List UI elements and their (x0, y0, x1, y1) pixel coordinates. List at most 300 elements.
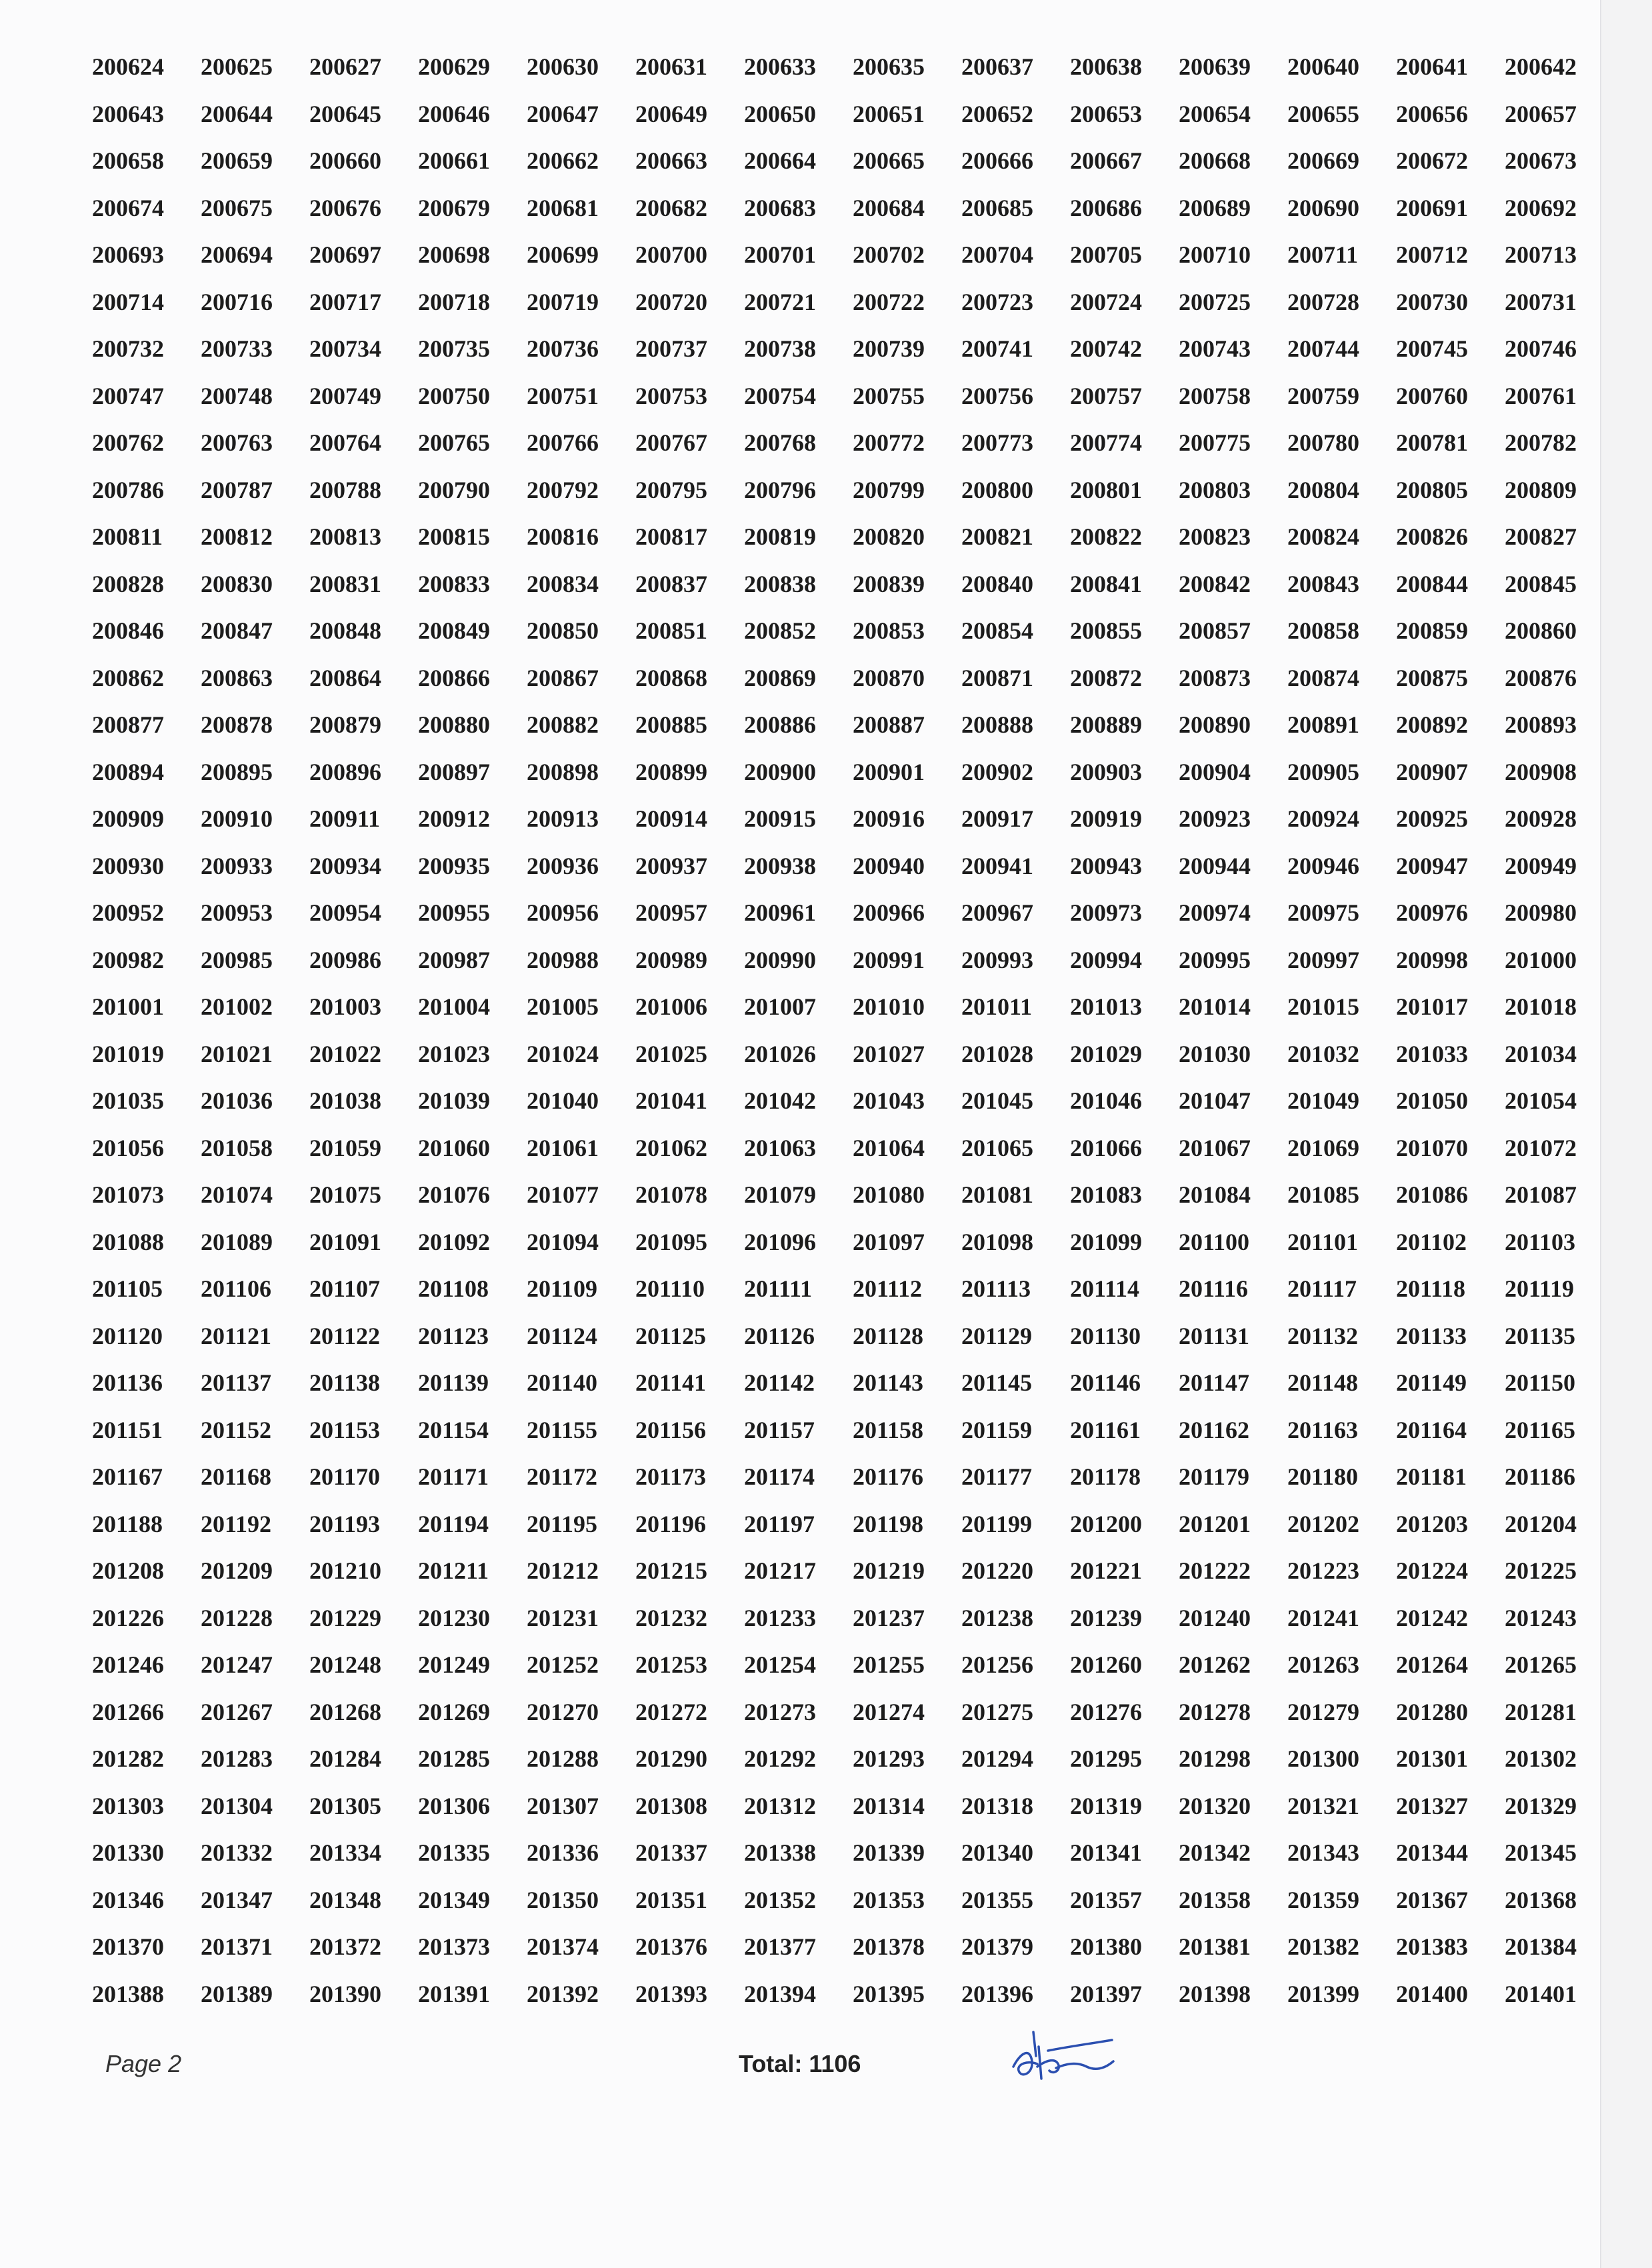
roll-number: 201174 (744, 1463, 815, 1490)
roll-number: 201237 (853, 1604, 925, 1631)
roll-number: 201233 (744, 1604, 816, 1631)
roll-number: 200863 (201, 664, 273, 691)
roll-number: 201394 (744, 1980, 816, 2007)
roll-number: 200813 (309, 523, 381, 550)
roll-number: 201373 (418, 1933, 490, 1960)
roll-number: 200799 (853, 476, 925, 503)
number-row (92, 513, 1600, 561)
roll-number: 201121 (201, 1322, 272, 1349)
roll-number: 200732 (92, 335, 164, 362)
roll-number: 201054 (1505, 1087, 1577, 1114)
roll-number: 200975 (1287, 899, 1359, 926)
roll-number: 201332 (201, 1839, 273, 1866)
roll-number: 201381 (1179, 1933, 1251, 1960)
roll-number: 200649 (635, 100, 707, 127)
roll-number: 200899 (635, 758, 707, 785)
roll-number: 201088 (92, 1228, 164, 1255)
roll-number: 201222 (1179, 1557, 1251, 1584)
total-value: 1106 (809, 2050, 861, 2077)
roll-number: 201285 (418, 1745, 490, 1772)
roll-number: 200913 (527, 805, 599, 832)
roll-number: 200919 (1070, 805, 1142, 832)
roll-number: 201077 (527, 1181, 599, 1208)
roll-number: 201290 (635, 1745, 707, 1772)
roll-number: 201061 (527, 1134, 599, 1161)
roll-number: 201293 (853, 1745, 925, 1772)
roll-number: 200847 (201, 617, 273, 644)
roll-number: 201018 (1505, 993, 1577, 1020)
roll-number: 200949 (1505, 852, 1577, 879)
roll-number: 201345 (1505, 1839, 1577, 1866)
number-row (92, 279, 1600, 326)
roll-number: 201229 (309, 1604, 381, 1631)
roll-number: 200736 (527, 335, 599, 362)
roll-number: 201200 (1070, 1510, 1142, 1537)
roll-number: 200866 (418, 664, 490, 691)
roll-number: 201377 (744, 1933, 816, 1960)
roll-number: 201063 (744, 1134, 816, 1161)
roll-number: 200650 (744, 100, 816, 127)
roll-number: 200788 (309, 476, 381, 503)
roll-number: 200739 (853, 335, 925, 362)
roll-number: 201108 (418, 1275, 489, 1302)
roll-number: 201401 (1505, 1980, 1577, 2007)
roll-number: 201146 (1070, 1369, 1141, 1396)
roll-number: 201147 (1179, 1369, 1250, 1396)
roll-number: 200842 (1179, 570, 1251, 597)
roll-number: 200633 (744, 53, 816, 80)
roll-number: 200728 (1287, 288, 1359, 315)
number-row (92, 231, 1600, 279)
roll-number: 201112 (853, 1275, 923, 1302)
roll-number: 201070 (1396, 1134, 1468, 1161)
roll-number: 201122 (309, 1322, 381, 1349)
roll-number: 201188 (92, 1510, 163, 1537)
roll-number: 200742 (1070, 335, 1142, 362)
roll-number: 201357 (1070, 1886, 1142, 1913)
roll-number: 200640 (1287, 53, 1359, 80)
roll-number: 201023 (418, 1040, 490, 1067)
roll-number: 201152 (201, 1416, 272, 1443)
roll-number: 201081 (961, 1181, 1033, 1208)
number-row (92, 843, 1600, 890)
roll-number: 201288 (527, 1745, 599, 1772)
roll-number: 201050 (1396, 1087, 1468, 1114)
roll-number: 200639 (1179, 53, 1251, 80)
roll-number: 200879 (309, 711, 381, 738)
roll-number: 201005 (527, 993, 599, 1020)
number-row (92, 889, 1600, 937)
roll-number: 201380 (1070, 1933, 1142, 1960)
roll-number: 200763 (201, 429, 273, 456)
roll-number: 200821 (961, 523, 1033, 550)
roll-number: 201209 (201, 1557, 273, 1584)
roll-number: 201158 (853, 1416, 924, 1443)
roll-number-grid (92, 43, 1600, 2017)
roll-number: 200754 (744, 382, 816, 409)
roll-number: 200804 (1287, 476, 1359, 503)
number-row (92, 983, 1600, 1031)
roll-number: 201376 (635, 1933, 707, 1960)
roll-number: 201374 (527, 1933, 599, 1960)
roll-number: 200904 (1179, 758, 1251, 785)
roll-number: 200855 (1070, 617, 1142, 644)
roll-number: 201060 (418, 1134, 490, 1161)
roll-number: 201278 (1179, 1698, 1251, 1725)
roll-number: 200713 (1505, 241, 1577, 268)
roll-number: 201137 (201, 1369, 272, 1396)
roll-number: 201225 (1505, 1557, 1577, 1584)
roll-number: 201119 (1505, 1275, 1575, 1302)
roll-number: 201117 (1287, 1275, 1357, 1302)
number-row (92, 1359, 1600, 1407)
number-row (92, 1689, 1600, 1736)
roll-number: 201092 (418, 1228, 490, 1255)
roll-number: 200746 (1505, 335, 1577, 362)
roll-number: 201330 (92, 1839, 164, 1866)
roll-number: 201193 (309, 1510, 381, 1537)
roll-number: 201337 (635, 1839, 707, 1866)
roll-number: 201142 (744, 1369, 815, 1396)
roll-number: 200944 (1179, 852, 1251, 879)
roll-number: 200823 (1179, 523, 1251, 550)
roll-number: 201392 (527, 1980, 599, 2007)
roll-number: 201219 (853, 1557, 925, 1584)
roll-number: 200980 (1505, 899, 1577, 926)
roll-number: 201165 (1505, 1416, 1576, 1443)
roll-number: 201243 (1505, 1604, 1577, 1631)
roll-number: 201319 (1070, 1792, 1142, 1819)
roll-number: 201279 (1287, 1698, 1359, 1725)
number-row (92, 185, 1600, 232)
roll-number: 200824 (1287, 523, 1359, 550)
roll-number: 201204 (1505, 1510, 1577, 1537)
roll-number: 201150 (1505, 1369, 1576, 1396)
number-row (92, 1547, 1600, 1595)
roll-number: 201138 (309, 1369, 381, 1396)
roll-number: 200891 (1287, 711, 1359, 738)
roll-number: 200690 (1287, 194, 1359, 221)
roll-number: 200684 (853, 194, 925, 221)
roll-number: 201135 (1505, 1322, 1576, 1349)
roll-number: 200755 (853, 382, 925, 409)
roll-number: 200826 (1396, 523, 1468, 550)
roll-number: 201099 (1070, 1228, 1142, 1255)
roll-number: 201140 (527, 1369, 598, 1396)
number-row (92, 1595, 1600, 1642)
roll-number: 200774 (1070, 429, 1142, 456)
roll-number: 201116 (1179, 1275, 1249, 1302)
roll-number: 201399 (1287, 1980, 1359, 2007)
roll-number: 201372 (309, 1933, 381, 1960)
roll-number: 200638 (1070, 53, 1142, 80)
roll-number: 201075 (309, 1181, 381, 1208)
roll-number: 200699 (527, 241, 599, 268)
roll-number: 200862 (92, 664, 164, 691)
number-row (92, 655, 1600, 702)
roll-number: 200679 (418, 194, 490, 221)
roll-number: 200928 (1505, 805, 1577, 832)
roll-number: 201340 (961, 1839, 1033, 1866)
roll-number: 201284 (309, 1745, 381, 1772)
roll-number: 200691 (1396, 194, 1468, 221)
number-row (92, 1501, 1600, 1548)
roll-number: 200857 (1179, 617, 1251, 644)
roll-number: 200741 (961, 335, 1033, 362)
roll-number: 201352 (744, 1886, 816, 1913)
roll-number: 201089 (201, 1228, 273, 1255)
roll-number: 200701 (744, 241, 816, 268)
roll-number: 200994 (1070, 946, 1142, 973)
roll-number: 201132 (1287, 1322, 1359, 1349)
roll-number: 201353 (853, 1886, 925, 1913)
roll-number: 200885 (635, 711, 707, 738)
roll-number: 201201 (1179, 1510, 1251, 1537)
roll-number: 200712 (1396, 241, 1468, 268)
roll-number: 200987 (418, 946, 490, 973)
roll-number: 201302 (1505, 1745, 1577, 1772)
roll-number: 200748 (201, 382, 273, 409)
roll-number: 200853 (853, 617, 925, 644)
roll-number: 200907 (1396, 758, 1468, 785)
roll-number: 201268 (309, 1698, 381, 1725)
roll-number: 200820 (853, 523, 925, 550)
number-row (92, 1265, 1600, 1313)
roll-number: 200877 (92, 711, 164, 738)
roll-number: 201013 (1070, 993, 1142, 1020)
roll-number: 200766 (527, 429, 599, 456)
roll-number: 201368 (1505, 1886, 1577, 1913)
roll-number: 201021 (201, 1040, 273, 1067)
roll-number: 200737 (635, 335, 707, 362)
roll-number: 201382 (1287, 1933, 1359, 1960)
number-row (92, 1735, 1600, 1783)
roll-number: 201256 (961, 1651, 1033, 1678)
roll-number: 201335 (418, 1839, 490, 1866)
roll-number: 201348 (309, 1886, 381, 1913)
number-row (92, 325, 1600, 373)
roll-number: 201265 (1505, 1651, 1577, 1678)
roll-number: 201095 (635, 1228, 707, 1255)
roll-number: 200967 (961, 899, 1033, 926)
roll-number: 200795 (635, 476, 707, 503)
roll-number: 201065 (961, 1134, 1033, 1161)
roll-number: 201091 (309, 1228, 381, 1255)
roll-number: 200764 (309, 429, 381, 456)
roll-number: 200735 (418, 335, 490, 362)
roll-number: 201076 (418, 1181, 490, 1208)
roll-number: 201094 (527, 1228, 599, 1255)
roll-number: 201379 (961, 1933, 1033, 1960)
roll-number: 201370 (92, 1933, 164, 1960)
number-row (92, 1313, 1600, 1360)
roll-number: 200915 (744, 805, 816, 832)
roll-number: 200647 (527, 100, 599, 127)
roll-number: 200954 (309, 899, 381, 926)
roll-number: 200886 (744, 711, 816, 738)
signature-stroke (1048, 2040, 1112, 2051)
roll-number: 200765 (418, 429, 490, 456)
roll-number: 200827 (1505, 523, 1577, 550)
roll-number: 200889 (1070, 711, 1142, 738)
roll-number: 201192 (201, 1510, 272, 1537)
roll-number: 200743 (1179, 335, 1251, 362)
roll-number: 201109 (527, 1275, 598, 1302)
roll-number: 200998 (1396, 946, 1468, 973)
roll-number: 201221 (1070, 1557, 1142, 1584)
signature-stroke (1056, 2061, 1113, 2069)
roll-number: 201101 (1287, 1228, 1359, 1255)
roll-number: 201040 (527, 1087, 599, 1114)
roll-number: 201062 (635, 1134, 707, 1161)
roll-number: 200659 (201, 147, 273, 174)
roll-number: 200911 (309, 805, 381, 832)
roll-number: 201167 (92, 1463, 163, 1490)
roll-number: 200775 (1179, 429, 1251, 456)
signature-stroke (1039, 2047, 1041, 2079)
roll-number: 200721 (744, 288, 816, 315)
roll-number: 201334 (309, 1839, 381, 1866)
roll-number: 201238 (961, 1604, 1033, 1631)
roll-number: 201276 (1070, 1698, 1142, 1725)
roll-number: 200828 (92, 570, 164, 597)
roll-number: 200882 (527, 711, 599, 738)
roll-number: 200966 (853, 899, 925, 926)
roll-number: 200773 (961, 429, 1033, 456)
roll-number: 201111 (744, 1275, 813, 1302)
roll-number: 201263 (1287, 1651, 1359, 1678)
roll-number: 201141 (635, 1369, 707, 1396)
roll-number: 201283 (201, 1745, 273, 1772)
roll-number: 201338 (744, 1839, 816, 1866)
roll-number: 200849 (418, 617, 490, 644)
roll-number: 201260 (1070, 1651, 1142, 1678)
roll-number: 201080 (853, 1181, 925, 1208)
roll-number: 200868 (635, 664, 707, 691)
roll-number: 200897 (418, 758, 490, 785)
total-label: Total: (739, 2050, 803, 2077)
roll-number: 200936 (527, 852, 599, 879)
roll-number: 200646 (418, 100, 490, 127)
roll-number: 201045 (961, 1087, 1033, 1114)
roll-number: 200666 (961, 147, 1033, 174)
roll-number: 201064 (853, 1134, 925, 1161)
roll-number: 200780 (1287, 429, 1359, 456)
roll-number: 200957 (635, 899, 707, 926)
roll-number: 201058 (201, 1134, 273, 1161)
roll-number: 200692 (1505, 194, 1577, 221)
roll-number: 200641 (1396, 53, 1468, 80)
roll-number: 200710 (1179, 241, 1251, 268)
roll-number: 201393 (635, 1980, 707, 2007)
roll-number: 201240 (1179, 1604, 1251, 1631)
roll-number: 200993 (961, 946, 1033, 973)
roll-number: 201343 (1287, 1839, 1359, 1866)
roll-number: 201292 (744, 1745, 816, 1772)
roll-number: 200702 (853, 241, 925, 268)
roll-number: 201011 (961, 993, 1033, 1020)
roll-number: 200831 (309, 570, 381, 597)
roll-number: 201006 (635, 993, 707, 1020)
roll-number: 201389 (201, 1980, 273, 2007)
roll-number: 200917 (961, 805, 1033, 832)
roll-number: 200731 (1505, 288, 1577, 315)
roll-number: 200854 (961, 617, 1033, 644)
roll-number: 201358 (1179, 1886, 1251, 1913)
roll-number: 200872 (1070, 664, 1142, 691)
roll-number: 200846 (92, 617, 164, 644)
roll-number: 201247 (201, 1651, 273, 1678)
roll-number: 201025 (635, 1040, 707, 1067)
roll-number: 200663 (635, 147, 707, 174)
roll-number: 201232 (635, 1604, 707, 1631)
roll-number: 200668 (1179, 147, 1251, 174)
roll-number: 201388 (92, 1980, 164, 2007)
roll-number: 200902 (961, 758, 1033, 785)
roll-number: 200757 (1070, 382, 1142, 409)
roll-number: 200930 (92, 852, 164, 879)
roll-number: 201270 (527, 1698, 599, 1725)
roll-number: 200905 (1287, 758, 1359, 785)
roll-number: 200995 (1179, 946, 1251, 973)
roll-number: 200923 (1179, 805, 1251, 832)
roll-number: 201308 (635, 1792, 707, 1819)
roll-number: 200652 (961, 100, 1033, 127)
roll-number: 201170 (309, 1463, 381, 1490)
roll-number: 200833 (418, 570, 490, 597)
roll-number: 201280 (1396, 1698, 1468, 1725)
roll-number: 200761 (1505, 382, 1577, 409)
roll-number: 201097 (853, 1228, 925, 1255)
roll-number: 201102 (1396, 1228, 1467, 1255)
roll-number: 200845 (1505, 570, 1577, 597)
roll-number: 200714 (92, 288, 164, 315)
roll-number: 200892 (1396, 711, 1468, 738)
roll-number: 201163 (1287, 1416, 1359, 1443)
roll-number: 201239 (1070, 1604, 1142, 1631)
roll-number: 200873 (1179, 664, 1251, 691)
roll-number: 200947 (1396, 852, 1468, 879)
number-row (92, 561, 1600, 608)
roll-number: 201098 (961, 1228, 1033, 1255)
roll-number: 200850 (527, 617, 599, 644)
roll-number: 200852 (744, 617, 816, 644)
roll-number: 200914 (635, 805, 707, 832)
roll-number: 200859 (1396, 617, 1468, 644)
roll-number: 201049 (1287, 1087, 1359, 1114)
roll-number: 201180 (1287, 1463, 1359, 1490)
roll-number: 200811 (92, 523, 163, 550)
roll-number: 201096 (744, 1228, 816, 1255)
roll-number: 200627 (309, 53, 381, 80)
roll-number: 201106 (201, 1275, 272, 1302)
roll-number: 201228 (201, 1604, 273, 1631)
roll-number: 201103 (1505, 1228, 1576, 1255)
roll-number: 201303 (92, 1792, 164, 1819)
number-row (92, 607, 1600, 655)
number-row (92, 137, 1600, 185)
roll-number: 200839 (853, 570, 925, 597)
roll-number: 201395 (853, 1980, 925, 2007)
roll-number: 200645 (309, 100, 381, 127)
roll-number: 200629 (418, 53, 490, 80)
roll-number: 200858 (1287, 617, 1359, 644)
roll-number: 200724 (1070, 288, 1142, 315)
roll-number: 201347 (201, 1886, 273, 1913)
roll-number: 201083 (1070, 1181, 1142, 1208)
roll-number: 201026 (744, 1040, 816, 1067)
roll-number: 201307 (527, 1792, 599, 1819)
